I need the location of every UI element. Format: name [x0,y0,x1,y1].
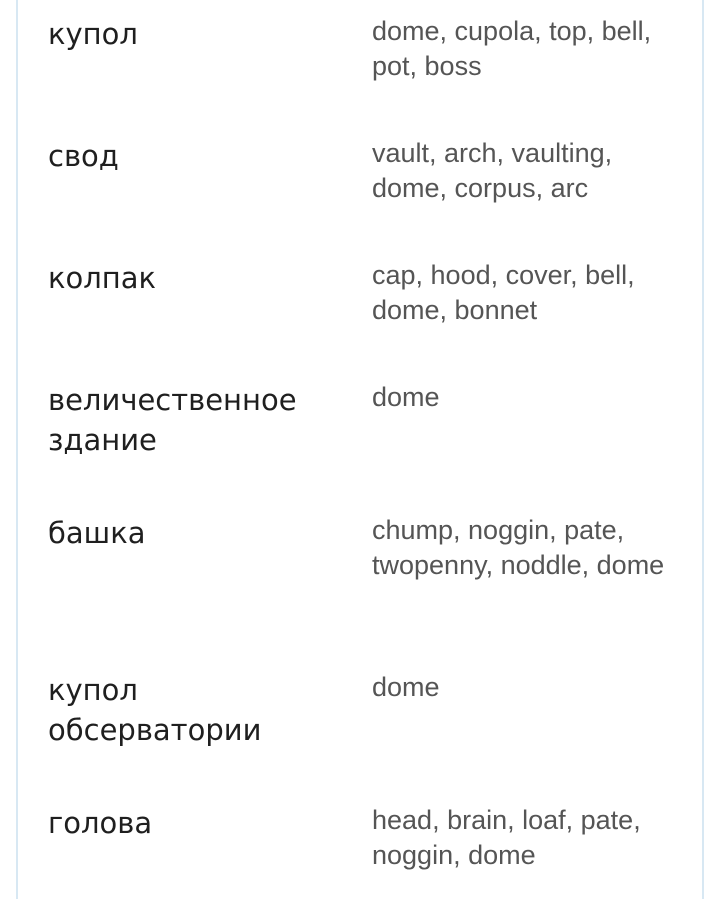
english-translations: dome [372,382,440,412]
russian-term: величественное здание [48,383,297,457]
english-translations: vault, arch, vaulting, dome, corpus, arc [372,138,613,203]
english-translations: dome, cupola, top, bell, pot, boss [372,16,652,81]
russian-term: свод [48,139,119,173]
russian-term: башка [48,516,146,550]
english-translations: head, brain, loaf, pate, noggin, dome [372,805,641,870]
english-translations: chump, noggin, pate, twopenny, noddle, dome [372,515,665,580]
list-border-right [702,0,704,899]
english-translations: cap, hood, cover, bell, dome, bonnet [372,260,635,325]
russian-term: голова [48,806,153,840]
english-translations: dome [372,672,440,702]
russian-term: купол обсерватории [48,673,262,747]
russian-term: колпак [48,261,157,295]
russian-term: купол [48,17,138,51]
list-border-left [16,0,18,899]
